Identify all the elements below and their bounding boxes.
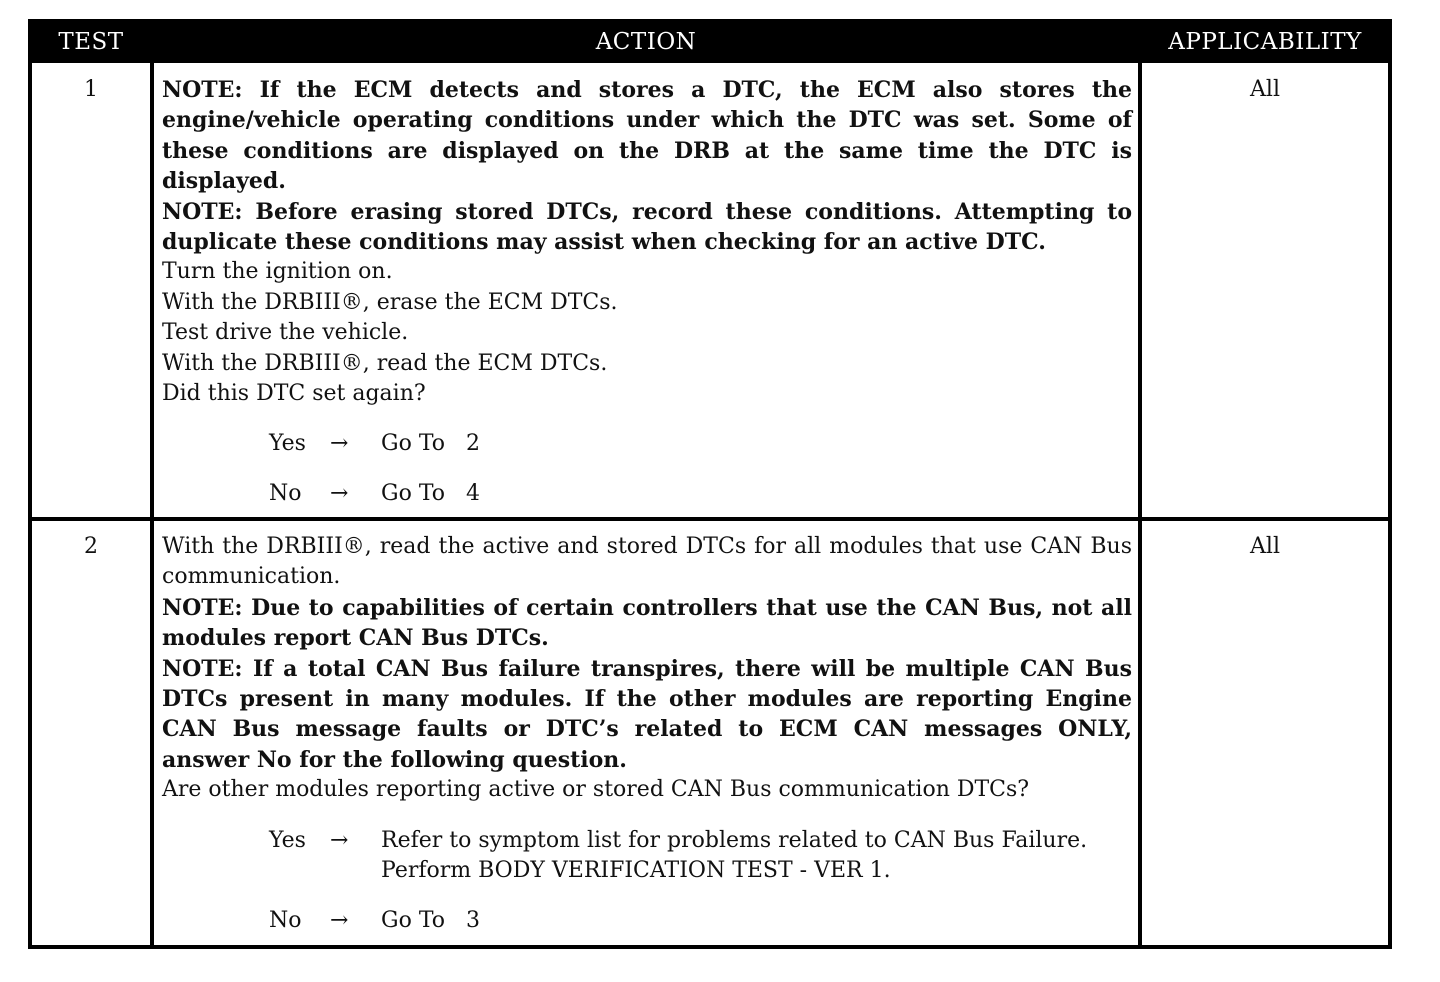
result-action: Go To 4 xyxy=(381,481,480,507)
result-yes xyxy=(162,826,1132,886)
result-action: Refer to symptom list for problems related to CAN Bus Failure. Perform BODY VERIFICATION TEST - VER 1. xyxy=(381,827,1088,884)
header-applicability: APPLICABILITY xyxy=(1168,29,1362,55)
note: NOTE: Due to capabilities of certain controllers that use the CAN Bus, not all modules report CAN Bus DTCs. xyxy=(162,594,1132,652)
column-divider xyxy=(150,63,154,945)
arrow-icon: → xyxy=(330,481,349,507)
result-no xyxy=(162,906,1132,936)
step: With the DRBIII®, read the ECM DTCs. xyxy=(162,350,608,376)
result-action: Go To 3 xyxy=(381,907,480,933)
result-label: No xyxy=(269,481,302,507)
test-number-1: 1 xyxy=(84,77,98,102)
arrow-icon: → xyxy=(330,431,349,457)
note: NOTE: If the ECM detects and stores a DTC, the ECM also stores the engine/vehicle operating conditions under which the DTC was set. Some of these conditions are displayed on the DRB at the same time the DTC is displayed. xyxy=(162,77,1132,195)
row-divider xyxy=(32,517,1388,521)
action-cell-1 xyxy=(162,75,1132,509)
result-action: Go To 2 xyxy=(381,431,480,457)
step: With the DRBIII®, erase the ECM DTCs. xyxy=(162,289,618,315)
result-label: Yes xyxy=(269,827,306,853)
note: NOTE: Before erasing stored DTCs, record these conditions. Attempting to duplicate these conditions may assist when checking for an active DTC. xyxy=(162,198,1132,256)
diagnostic-test-table xyxy=(28,19,1392,949)
step: Test drive the vehicle. xyxy=(162,320,409,346)
question: Did this DTC set again? xyxy=(162,381,426,407)
test-number-2: 2 xyxy=(84,534,98,559)
note: NOTE: If a total CAN Bus failure transpires, there will be multiple CAN Bus DTCs present in many modules. If the other modules are reporting Engine CAN Bus message faults or DTC’s related to ECM CAN messages ONLY, answer No for the following question. xyxy=(162,655,1132,773)
intro: With the DRBIII®, read the active and stored DTCs for all modules that use CAN Bus communication. xyxy=(162,534,1132,590)
arrow-icon: → xyxy=(330,827,349,853)
arrow-icon: → xyxy=(330,907,349,933)
question: Are other modules reporting active or stored CAN Bus communication DTCs? xyxy=(162,777,1030,803)
result-yes xyxy=(162,429,1132,459)
result-no xyxy=(162,479,1132,509)
column-divider xyxy=(1138,63,1142,945)
result-label: No xyxy=(269,907,302,933)
applicability-1: All xyxy=(1250,77,1280,102)
applicability-2: All xyxy=(1250,534,1280,559)
header-action: ACTION xyxy=(595,29,697,55)
header-test: TEST xyxy=(58,29,124,55)
table-header xyxy=(32,23,1388,63)
action-cell-2 xyxy=(162,532,1132,936)
result-label: Yes xyxy=(269,431,306,457)
step: Turn the ignition on. xyxy=(162,259,393,285)
